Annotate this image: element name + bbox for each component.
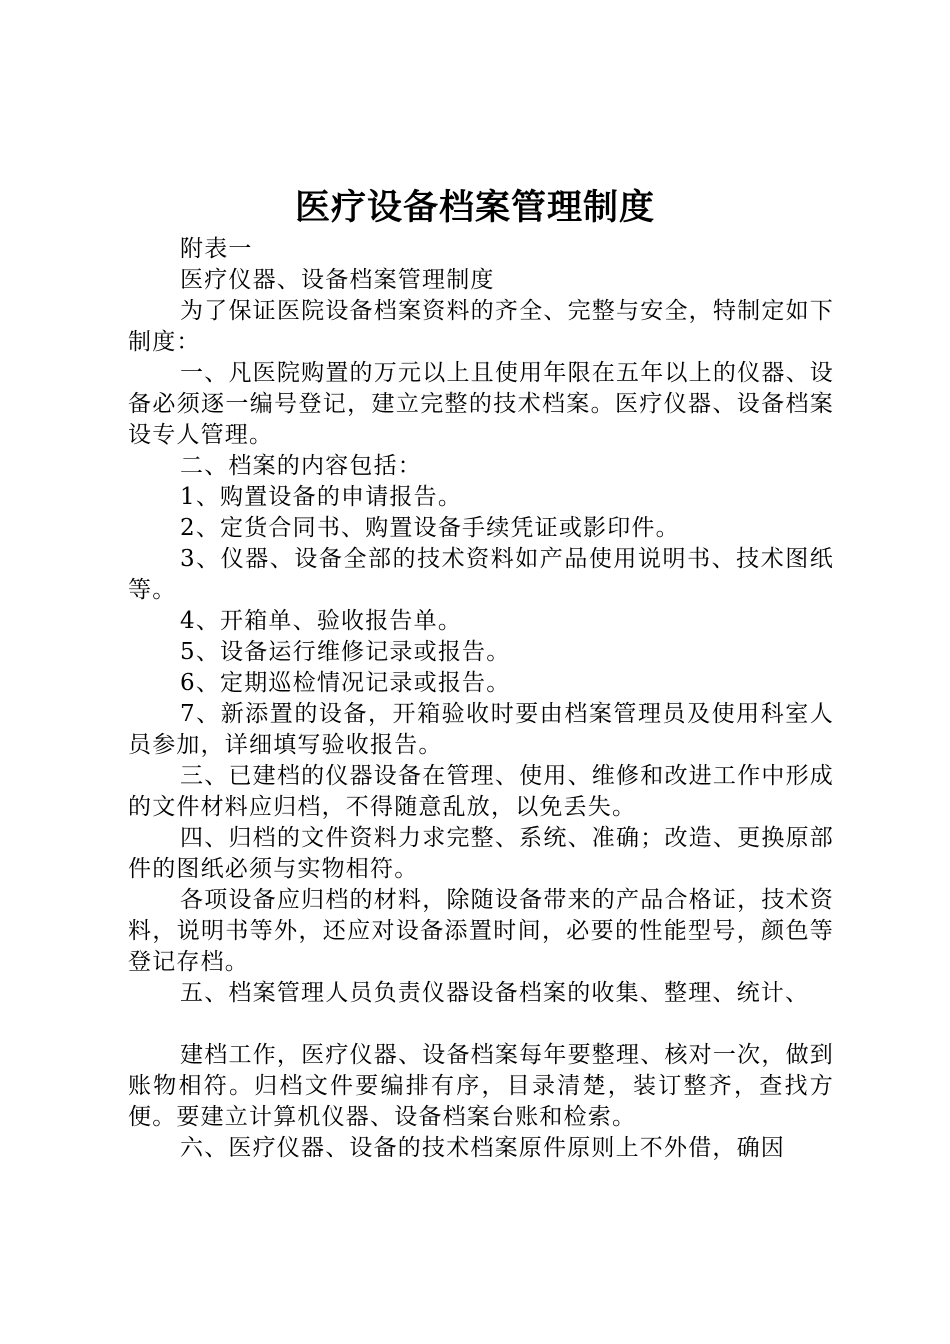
paragraph-section-2: 二、档案的内容包括： xyxy=(180,453,422,479)
paragraph-item-7: 7、新添置的设备，开箱验收时要由档案管理员及使用科室人员参加，详细填写验收报告。 xyxy=(128,701,834,758)
paragraph-section-3: 三、已建档的仪器设备在管理、使用、维修和改进工作中形成的文件材料应归档，不得随意乱放，以免丢失。 xyxy=(128,763,834,820)
document-title: 医疗设备档案管理制度 xyxy=(294,188,655,228)
paragraph-section-6: 六、医疗仪器、设备的技术档案原件原则上不外借，确因 xyxy=(180,1135,785,1161)
paragraph-intro: 为了保证医院设备档案资料的齐全、完整与安全，特制定如下制度： xyxy=(128,298,834,355)
paragraph-item-6: 6、定期巡检情况记录或报告。 xyxy=(180,670,511,696)
paragraph-section-4: 四、归档的文件资料力求完整、系统、准确；改造、更换原部件的图纸必须与实物相符。 xyxy=(128,825,834,882)
paragraph-item-4: 4、开箱单、验收报告单。 xyxy=(180,608,463,634)
paragraph-item-2: 2、定货合同书、购置设备手续凭证或影印件。 xyxy=(180,515,680,541)
paragraph-item-5: 5、设备运行维修记录或报告。 xyxy=(180,639,511,665)
paragraph-materials: 各项设备应归档的材料，除随设备带来的产品合格证，技术资料，说明书等外，还应对设备添置时间，必要的性能型号，颜色等登记存档。 xyxy=(128,887,834,975)
paragraph-section-5-continued: 建档工作，医疗仪器、设备档案每年要整理、核对一次，做到账物相符。归档文件要编排有序，目录清楚，装订整齐，查找方便。要建立计算机仪器、设备档案台账和检索。 xyxy=(128,1042,834,1130)
paragraph-item-3: 3、仪器、设备全部的技术资料如产品使用说明书、技术图纸等。 xyxy=(128,546,834,603)
paragraph-subtitle: 医疗仪器、设备档案管理制度 xyxy=(180,267,495,293)
paragraph-section-1: 一、凡医院购置的万元以上且使用年限在五年以上的仪器、设备必须逐一编号登记，建立完整的技术档案。医疗仪器、设备档案设专人管理。 xyxy=(128,360,834,448)
document-body xyxy=(128,234,834,1164)
paragraph-section-5: 五、档案管理人员负责仪器设备档案的收集、整理、统计、 xyxy=(180,980,810,1006)
paragraph-appendix-label: 附表一 xyxy=(180,236,253,262)
paragraph-item-1: 1、购置设备的申请报告。 xyxy=(180,484,463,510)
